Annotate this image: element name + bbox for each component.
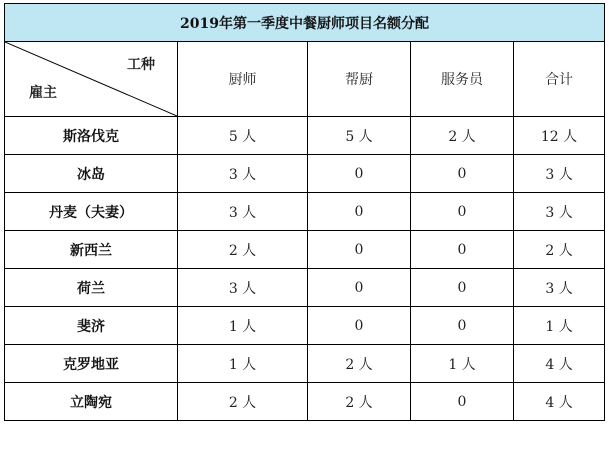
waiter-count-cell: 0 bbox=[411, 383, 514, 421]
table-row bbox=[5, 231, 605, 269]
total-count-cell: 3 人 bbox=[514, 269, 605, 307]
total-count-cell: 3 人 bbox=[514, 155, 605, 193]
waiter-count-cell: 2 人 bbox=[411, 117, 514, 155]
waiter-count-cell: 0 bbox=[411, 307, 514, 345]
chef-count-cell: 1 人 bbox=[178, 307, 308, 345]
chef-count-cell: 1 人 bbox=[178, 345, 308, 383]
table-row bbox=[5, 345, 605, 383]
helper-count-cell: 2 人 bbox=[308, 383, 411, 421]
country-cell: 新西兰 bbox=[5, 231, 178, 269]
table-row bbox=[5, 307, 605, 345]
table-row bbox=[5, 155, 605, 193]
corner-label-job-type: 工种 bbox=[127, 57, 155, 73]
helper-count-cell: 0 bbox=[308, 307, 411, 345]
table-row bbox=[5, 117, 605, 155]
corner-label-employer: 雇主 bbox=[29, 85, 57, 101]
quota-table bbox=[4, 3, 605, 421]
corner-header-cell bbox=[5, 42, 178, 117]
helper-count-cell: 0 bbox=[308, 193, 411, 231]
country-cell: 立陶宛 bbox=[5, 383, 178, 421]
title-row bbox=[5, 4, 605, 42]
total-count-cell: 12 人 bbox=[514, 117, 605, 155]
total-count-cell: 2 人 bbox=[514, 231, 605, 269]
country-cell: 斯洛伐克 bbox=[5, 117, 178, 155]
waiter-count-cell: 0 bbox=[411, 231, 514, 269]
table-title: 2019年第一季度中餐厨师项目名额分配 bbox=[5, 4, 605, 42]
chef-count-cell: 5 人 bbox=[178, 117, 308, 155]
helper-count-cell: 5 人 bbox=[308, 117, 411, 155]
chef-count-cell: 2 人 bbox=[178, 383, 308, 421]
waiter-count-cell: 0 bbox=[411, 269, 514, 307]
chef-count-cell: 3 人 bbox=[178, 193, 308, 231]
country-cell: 荷兰 bbox=[5, 269, 178, 307]
total-count-cell: 3 人 bbox=[514, 193, 605, 231]
column-header-chef: 厨师 bbox=[178, 42, 308, 117]
table-row bbox=[5, 383, 605, 421]
country-cell: 克罗地亚 bbox=[5, 345, 178, 383]
helper-count-cell: 0 bbox=[308, 155, 411, 193]
column-header-total: 合计 bbox=[514, 42, 605, 117]
header-row bbox=[5, 42, 605, 117]
helper-count-cell: 0 bbox=[308, 269, 411, 307]
table-row bbox=[5, 193, 605, 231]
helper-count-cell: 2 人 bbox=[308, 345, 411, 383]
total-count-cell: 1 人 bbox=[514, 307, 605, 345]
chef-count-cell: 2 人 bbox=[178, 231, 308, 269]
total-count-cell: 4 人 bbox=[514, 383, 605, 421]
chef-count-cell: 3 人 bbox=[178, 155, 308, 193]
column-header-waiter: 服务员 bbox=[411, 42, 514, 117]
country-cell: 丹麦（夫妻） bbox=[5, 193, 178, 231]
country-cell: 冰岛 bbox=[5, 155, 178, 193]
table-row bbox=[5, 269, 605, 307]
waiter-count-cell: 1 人 bbox=[411, 345, 514, 383]
total-count-cell: 4 人 bbox=[514, 345, 605, 383]
helper-count-cell: 0 bbox=[308, 231, 411, 269]
country-cell: 斐济 bbox=[5, 307, 178, 345]
chef-count-cell: 3 人 bbox=[178, 269, 308, 307]
waiter-count-cell: 0 bbox=[411, 193, 514, 231]
column-header-kitchen-helper: 帮厨 bbox=[308, 42, 411, 117]
waiter-count-cell: 0 bbox=[411, 155, 514, 193]
